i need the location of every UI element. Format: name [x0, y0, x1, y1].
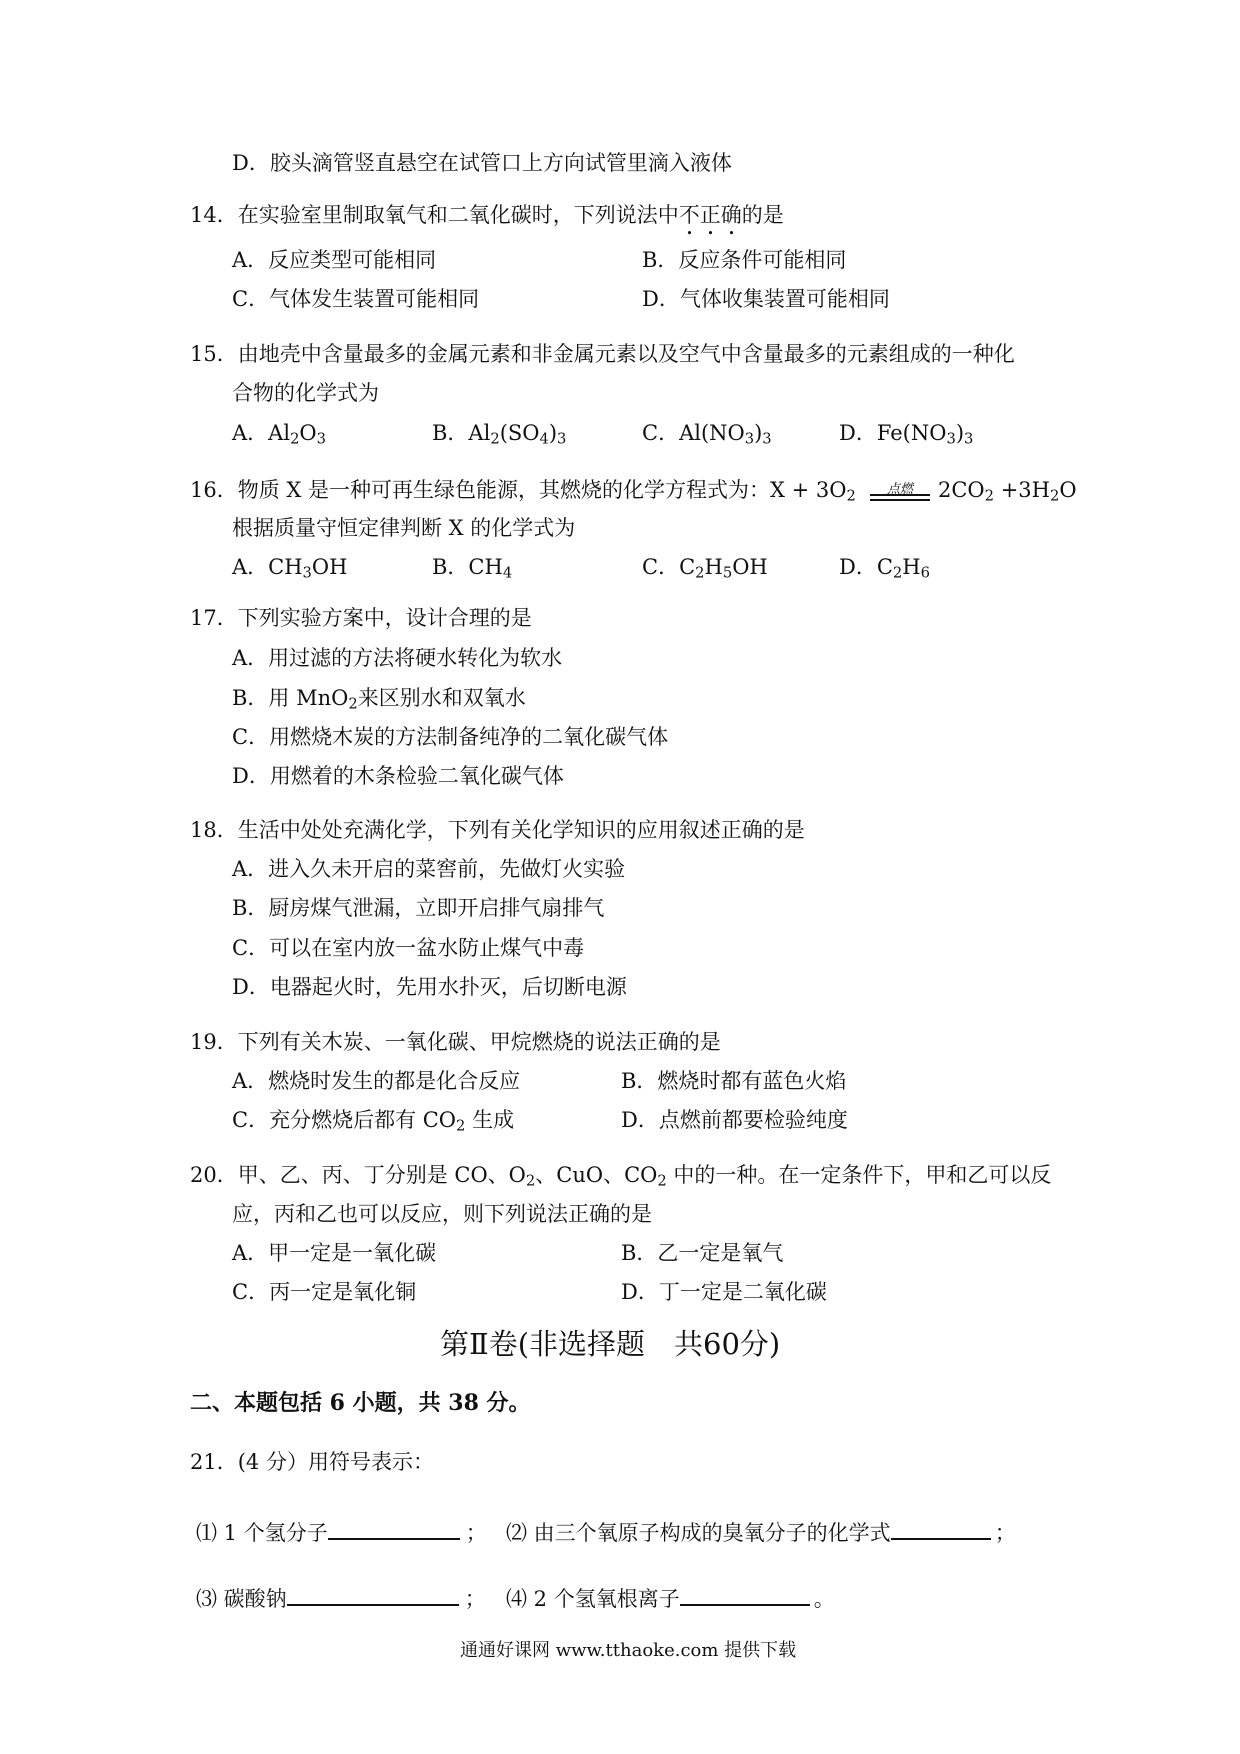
q16-stem-line1: 16．物质 X 是一种可再生绿色能源，其燃烧的化学方程式为：$X + 3O_2$: [190, 478, 856, 505]
q14-option-a: A．反应类型可能相同: [232, 248, 437, 272]
q19-stem: 19．下列有关木炭、一氧化碳、甲烷燃烧的说法正确的是: [190, 1030, 721, 1054]
q14-stem-emphasis: 不正确: [678, 203, 742, 227]
q20-option-a: A．甲一定是一氧化碳: [232, 1241, 437, 1265]
q20-stem-line1: 20．甲、乙、丙、丁分别是 CO、$O_2$、CuO、$CO_2$ 中的一种。在一定条件下，甲和乙可以反: [190, 1163, 1052, 1190]
q18-stem: 18．生活中处处充满化学，下列有关化学知识的应用叙述正确的是: [190, 818, 805, 842]
q16-stem-line2: 根据质量守恒定律判断 X 的化学式为: [232, 516, 576, 540]
q17-stem: 17．下列实验方案中，设计合理的是: [190, 606, 532, 630]
q14-option-c: C．气体发生装置可能相同: [232, 287, 480, 311]
q19-option-a: A．燃烧时发生的都是化合反应: [232, 1069, 521, 1093]
q14-stem-post: 的是: [741, 203, 784, 227]
q18-option-d: D．电器起火时，先用水扑灭，后切断电源: [232, 975, 627, 999]
q21-item-3: ⑶ 碳酸钠 ；: [196, 1584, 486, 1610]
section-title: 第Ⅱ卷(非选择题 共60分): [440, 1327, 781, 1361]
q19-option-b: B．燃烧时都有蓝色火焰: [621, 1069, 847, 1093]
q17-option-b: B．用 MnO$_2$来区别水和双氧水: [232, 686, 526, 713]
q17-option-d: D．用燃着的木条检验二氧化碳气体: [232, 764, 564, 788]
q17-option-c: C．用燃烧木炭的方法制备纯净的二氧化碳气体: [232, 725, 669, 749]
answer-blank-1[interactable]: [328, 1518, 460, 1540]
q21-item-4: ⑷ 2 个氢氧根离子 。: [506, 1584, 835, 1610]
q19-option-c: C．充分燃烧后都有 $CO_2$ 生成: [232, 1108, 515, 1135]
q13-option-d: D．胶头滴管竖直悬空在试管口上方向试管里滴入液体: [232, 151, 732, 175]
q20-option-b: B．乙一定是氧气: [621, 1241, 784, 1265]
q16-option-d: D．$C_2H_6$: [839, 555, 930, 582]
q18-option-b: B．厨房煤气泄漏，立即开启排气扇排气: [232, 896, 605, 920]
q18-option-a: A．进入久未开启的菜窖前，先做灯火实验: [232, 857, 626, 881]
q15-stem-line1: 15．由地壳中含量最多的金属元素和非金属元素以及空气中含量最多的元素组成的一种化: [190, 342, 1015, 366]
reaction-condition-arrow: [870, 478, 930, 508]
q15-option-d: D．$Fe(NO_3)_3$: [839, 421, 974, 448]
q17-option-a: A．用过滤的方法将硬水转化为软水: [232, 646, 563, 670]
q16-option-c: C．$C_2H_5OH$: [642, 555, 768, 582]
q15-option-c: C．$Al(NO_3)_3$: [642, 421, 772, 448]
q21-item-2: ⑵ 由三个氧原子构成的臭氧分子的化学式 ；: [506, 1518, 1016, 1544]
answer-blank-2[interactable]: [891, 1518, 991, 1540]
q16-option-b: B．$CH_4$: [432, 555, 513, 582]
answer-blank-3[interactable]: [287, 1584, 459, 1606]
q16-option-a: A．$CH_3OH$: [232, 555, 348, 582]
reaction-condition-label: 点燃: [886, 482, 913, 497]
q21-stem: 21．(4 分）用符号表示：: [190, 1450, 434, 1474]
part2-heading: 二、本题包括 6 小题，共 38 分。: [190, 1390, 531, 1416]
q15-stem-line2: 合物的化学式为: [232, 381, 379, 405]
q16-products: $2CO_2 +3H_2O$: [938, 478, 1077, 505]
q21-item-1: ⑴ 1 个氢分子 ；: [196, 1518, 487, 1544]
q18-option-c: C．可以在室内放一盆水防止煤气中毒: [232, 936, 585, 960]
q15-option-a: A．$Al_2O_3$: [232, 421, 326, 448]
q14-option-d: D．气体收集装置可能相同: [642, 287, 890, 311]
answer-blank-4[interactable]: [680, 1584, 810, 1606]
q19-option-d: D．点燃前都要检验纯度: [621, 1108, 848, 1132]
q14-stem: [190, 203, 784, 240]
q20-stem-line2: 应，丙和乙也可以反应，则下列说法正确的是: [232, 1202, 652, 1226]
q14-option-b: B．反应条件可能相同: [642, 248, 847, 272]
q20-option-c: C．丙一定是氧化铜: [232, 1280, 417, 1304]
q15-option-b: B．$Al_2(SO_4)_3$: [432, 421, 567, 448]
q20-option-d: D．丁一定是二氧化碳: [621, 1280, 827, 1304]
page-footer: 通通好课网 www.tthaoke.com 提供下载: [460, 1640, 797, 1661]
q14-stem-pre: 14．在实验室里制取氧气和二氧化碳时，下列说法中: [190, 203, 679, 227]
